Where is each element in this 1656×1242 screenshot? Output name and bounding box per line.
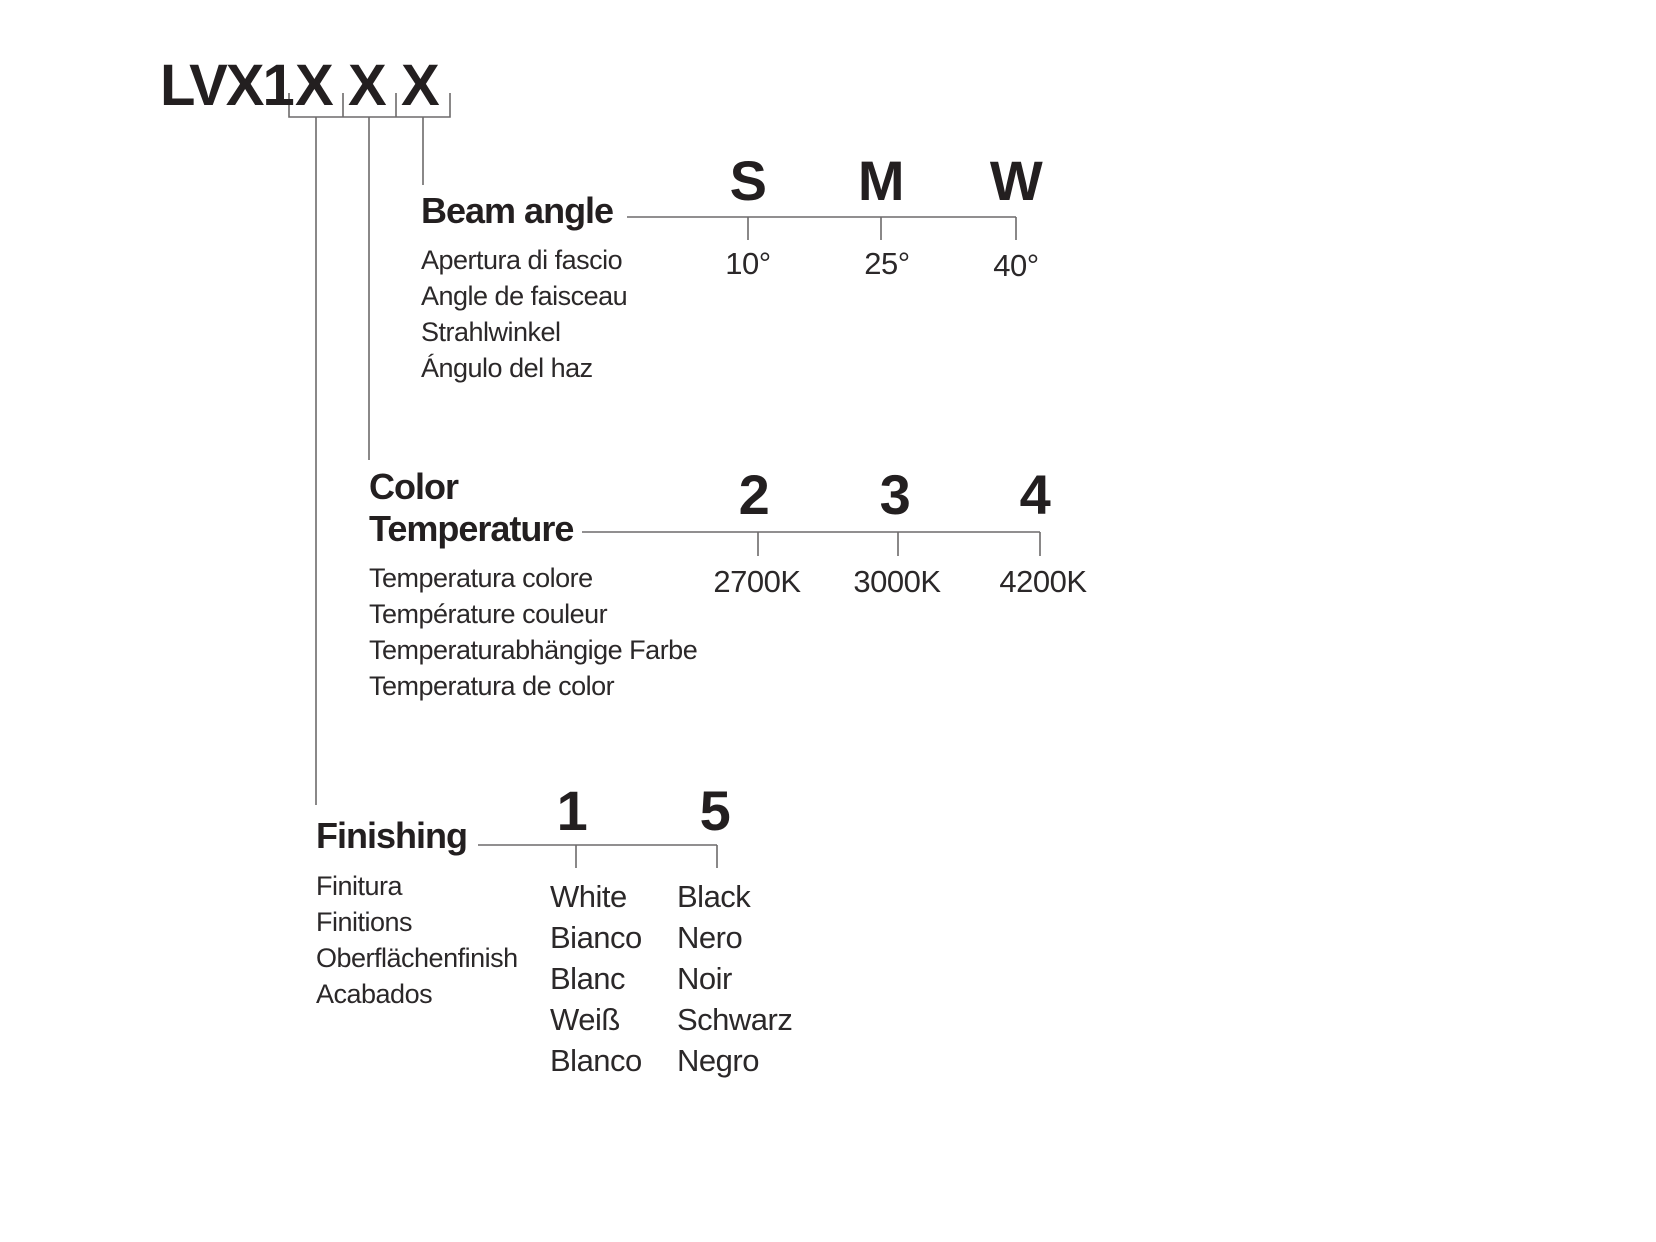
color-temperature-translations bbox=[369, 560, 697, 704]
beam-translation: Ángulo del haz bbox=[421, 353, 593, 383]
finishing-scale bbox=[478, 845, 717, 868]
finish-name: Weiß bbox=[550, 1002, 620, 1037]
finish-name: Blanco bbox=[550, 1043, 642, 1078]
color-translation: Température couleur bbox=[369, 599, 608, 629]
finishing-heading: Finishing bbox=[316, 815, 467, 856]
finishing-code-1: 1 bbox=[556, 779, 588, 842]
color-temperature-heading-line2: Temperature bbox=[369, 508, 574, 549]
finishing-option-black bbox=[677, 876, 792, 1081]
beam-code-m: M bbox=[857, 149, 905, 212]
beam-translation: Angle de faisceau bbox=[421, 281, 628, 311]
beam-translation: Strahlwinkel bbox=[421, 317, 561, 347]
color-code-3: 3 bbox=[879, 463, 911, 526]
beam-code-w: W bbox=[989, 149, 1043, 212]
color-translation: Temperatura de color bbox=[369, 671, 615, 701]
color-value-2700k: 2700K bbox=[713, 564, 801, 599]
finish-name: Nero bbox=[677, 920, 743, 955]
color-value-3000k: 3000K bbox=[853, 564, 941, 599]
finishing-translation: Acabados bbox=[316, 979, 433, 1009]
color-translation: Temperatura colore bbox=[369, 563, 593, 593]
beam-value-10: 10° bbox=[725, 246, 771, 281]
beam-value-25: 25° bbox=[864, 246, 910, 281]
beam-value-40: 40° bbox=[993, 248, 1039, 283]
finishing-option-white bbox=[550, 876, 642, 1081]
code-slot-beam: X bbox=[401, 53, 440, 118]
finishing-code-5: 5 bbox=[699, 779, 731, 842]
finish-name: Schwarz bbox=[677, 1002, 793, 1037]
product-code-prefix: LVX1 bbox=[160, 53, 293, 118]
color-code-2: 2 bbox=[738, 463, 770, 526]
finishing-translation: Finitions bbox=[316, 907, 413, 937]
code-slot-finishing: X bbox=[295, 53, 334, 118]
beam-translation: Apertura di fascio bbox=[421, 245, 623, 275]
finish-name: Blanc bbox=[550, 961, 626, 996]
finishing-translations bbox=[316, 868, 518, 1012]
beam-code-s: S bbox=[729, 149, 767, 212]
finishing-translation: Oberflächenfinish bbox=[316, 943, 518, 973]
finishing-translation: Finitura bbox=[316, 871, 403, 901]
color-temperature-heading-line1: Color bbox=[369, 466, 458, 507]
color-translation: Temperaturabhängige Farbe bbox=[369, 635, 698, 665]
color-scale bbox=[582, 532, 1040, 556]
finish-name: Black bbox=[677, 879, 751, 914]
beam-angle-heading: Beam angle bbox=[421, 190, 614, 231]
beam-angle-translations bbox=[421, 242, 627, 386]
beam-scale bbox=[627, 217, 1016, 240]
finish-name: White bbox=[550, 879, 627, 914]
finish-name: Bianco bbox=[550, 920, 642, 955]
finish-name: Noir bbox=[677, 961, 732, 996]
color-value-4200k: 4200K bbox=[999, 564, 1087, 599]
code-slot-color: X bbox=[348, 53, 387, 118]
color-code-4: 4 bbox=[1019, 463, 1051, 526]
finish-name: Negro bbox=[677, 1043, 759, 1078]
